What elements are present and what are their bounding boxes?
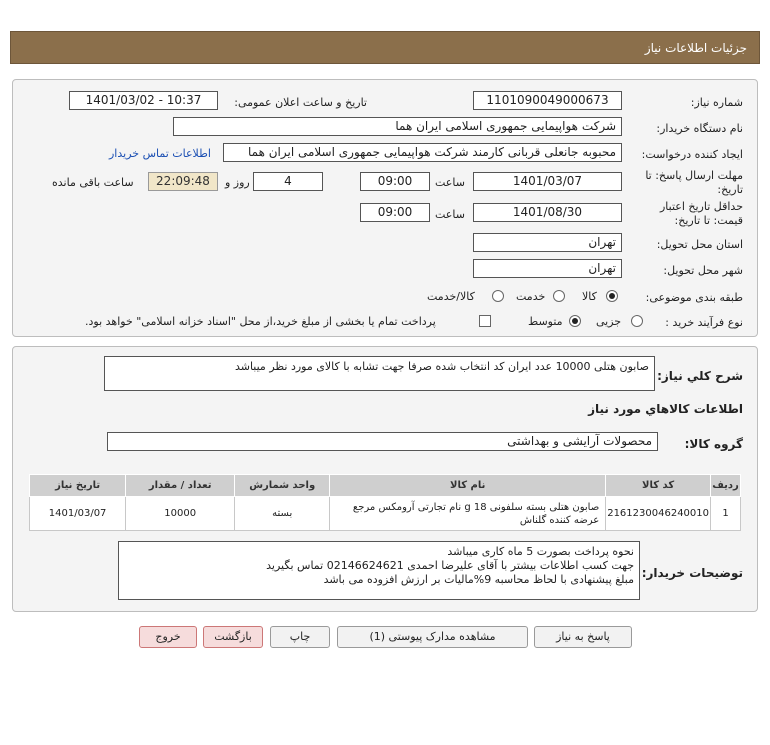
validity-time-label: ساعت xyxy=(435,208,465,221)
buyer-note-line: مبلغ پیشنهادی با لحاظ محاسبه 9%مالیات بر ارزش افزوده می باشد xyxy=(323,573,634,586)
col-unit: واحد شمارش xyxy=(235,475,330,497)
row-code: 2161230046240010 xyxy=(606,497,711,531)
process-label: نوع فرآیند خرید : xyxy=(665,316,743,329)
attachments-button[interactable]: مشاهده مدارک پیوستی (1) xyxy=(337,626,528,648)
delivery-city-label: شهر محل تحویل: xyxy=(663,264,743,277)
announce-datetime-field: 1401/03/02 - 10:37 xyxy=(69,91,218,110)
goods-table-header xyxy=(30,475,741,497)
row-quantity: 10000 xyxy=(126,497,235,531)
deadline-label-line1: مهلت ارسال پاسخ: تا xyxy=(645,169,743,182)
remaining-time-field: 22:09:48 xyxy=(148,172,218,191)
validity-label-line2: قیمت: تا تاریخ: xyxy=(674,214,743,227)
validity-label xyxy=(660,200,743,228)
row-need-date: 1401/03/07 xyxy=(30,497,126,531)
category-goods-radio[interactable] xyxy=(606,290,618,302)
process-minor-radio[interactable] xyxy=(631,315,643,327)
process-minor-label: جزیی xyxy=(596,315,622,328)
goods-info-heading: اطلاعات کالاهاي مورد نياز xyxy=(588,402,743,416)
goods-group-label: گروه کالا: xyxy=(684,437,743,451)
summary-label: شرح کلي نياز: xyxy=(657,369,743,383)
col-code: کد کالا xyxy=(606,475,711,497)
deadline-time-field: 09:00 xyxy=(360,172,430,191)
print-button[interactable]: چاپ xyxy=(270,626,330,648)
col-name: نام کالا xyxy=(330,475,606,497)
page-title: جزئیات اطلاعات نیاز xyxy=(644,41,747,55)
remaining-label: ساعت باقی مانده xyxy=(52,176,134,189)
table-row xyxy=(30,497,741,531)
announce-label: تاریخ و ساعت اعلان عمومی: xyxy=(234,96,367,109)
category-service-radio[interactable] xyxy=(553,290,565,302)
category-goods-label: کالا xyxy=(582,290,597,303)
treasury-payment-note: پرداخت تمام یا بخشی از مبلغ خرید،از محل "اسناد خزانه اسلامی" خواهد بود. xyxy=(85,315,436,328)
category-goods-service-radio[interactable] xyxy=(492,290,504,302)
col-row: ردیف xyxy=(711,475,741,497)
goods-group-field: محصولات آرایشی و بهداشتی xyxy=(107,432,658,451)
buyer-note-line: نحوه پرداخت بصورت 5 ماه کاری میباشد xyxy=(447,545,634,558)
back-button[interactable]: بازگشت xyxy=(203,626,263,648)
need-number-field: 1101090049000673 xyxy=(473,91,622,110)
days-label: روز و xyxy=(225,176,250,189)
reply-button[interactable]: پاسخ به نیاز xyxy=(534,626,632,648)
summary-field: صابون هتلی 10000 عدد ایران کد انتخاب شده صرفا جهت تشابه با کالای مورد نظر میباشد xyxy=(104,356,655,391)
requester-label: ایجاد کننده درخواست: xyxy=(641,148,743,161)
buyer-notes-field xyxy=(118,541,640,600)
buyer-org-label: نام دستگاه خریدار: xyxy=(656,122,743,135)
row-index: 1 xyxy=(711,497,741,531)
delivery-province-field: تهران xyxy=(473,233,622,252)
goods-table xyxy=(29,474,741,531)
buyer-contact-link[interactable]: اطلاعات تماس خریدار xyxy=(109,147,211,160)
category-label: طبقه بندی موضوعی: xyxy=(645,291,743,304)
category-goods-service-label: کالا/خدمت xyxy=(427,290,475,303)
process-medium-radio[interactable] xyxy=(569,315,581,327)
validity-label-line1: حداقل تاریخ اعتبار xyxy=(659,200,743,213)
category-service-label: خدمت xyxy=(516,290,546,303)
validity-date-field: 1401/08/30 xyxy=(473,203,622,222)
delivery-province-label: استان محل تحویل: xyxy=(656,238,743,251)
process-medium-label: متوسط xyxy=(528,315,563,328)
exit-button[interactable]: خروج xyxy=(139,626,197,648)
buyer-note-line: جهت کسب اطلاعات بیشتر با آقای علیرضا احمدی 02146624621 تماس بگیرید xyxy=(266,559,634,572)
deadline-label xyxy=(645,169,743,197)
page-header xyxy=(10,31,760,64)
days-remaining-field: 4 xyxy=(253,172,323,191)
deadline-label-line2: تاریخ: xyxy=(717,183,743,196)
need-number-label: شماره نیاز: xyxy=(690,96,743,109)
deadline-time-label: ساعت xyxy=(435,176,465,189)
row-name: صابون هتلی بسته سلفونی 18 g نام تجارتی آرومکس مرجع عرضه کننده گلناش xyxy=(330,497,606,531)
buyer-notes-label: توضیحات خریدار: xyxy=(641,566,743,580)
deadline-date-field: 1401/03/07 xyxy=(473,172,622,191)
row-unit: بسته xyxy=(235,497,330,531)
col-need-date: تاریخ نیاز xyxy=(30,475,126,497)
requester-field: محبوبه جانعلی قربانی کارمند شرکت هواپیمایی جمهوری اسلامی ایران هما xyxy=(223,143,622,162)
delivery-city-field: تهران xyxy=(473,259,622,278)
validity-time-field: 09:00 xyxy=(360,203,430,222)
treasury-payment-checkbox[interactable] xyxy=(479,315,491,327)
col-quantity: تعداد / مقدار xyxy=(126,475,235,497)
buyer-org-field: شرکت هواپیمایی جمهوری اسلامی ایران هما xyxy=(173,117,622,136)
